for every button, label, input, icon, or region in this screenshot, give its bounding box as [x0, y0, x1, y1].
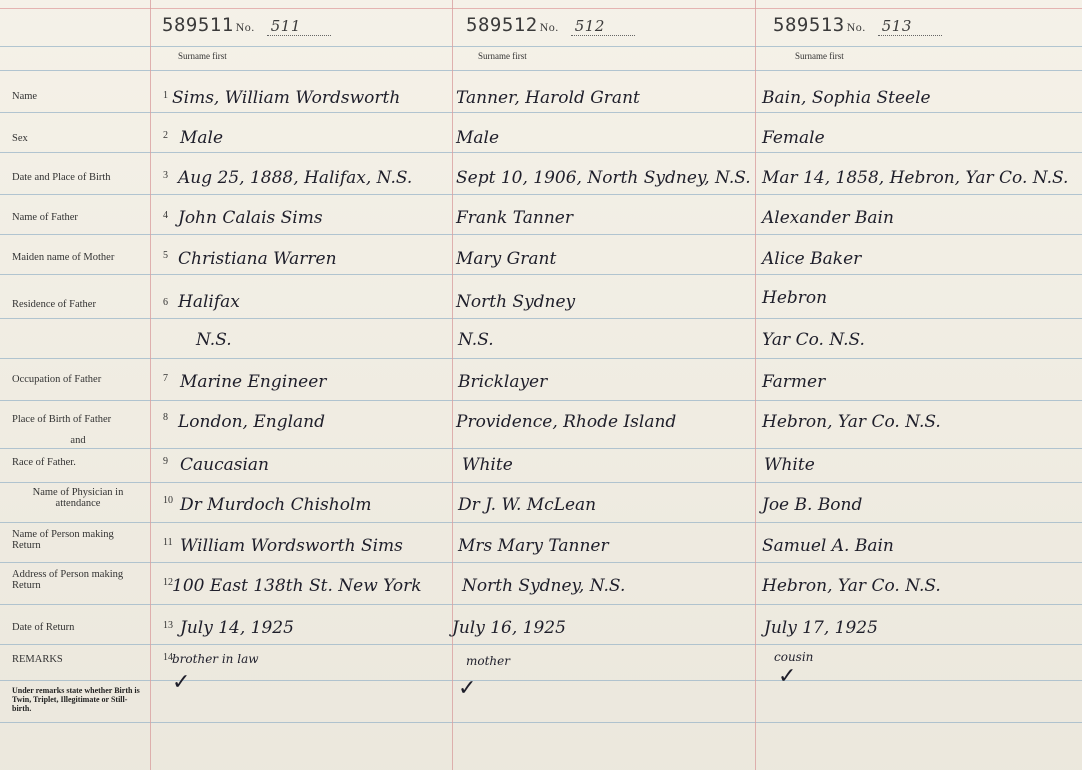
no-label: No. [539, 20, 559, 34]
label-occupation: Occupation of Father [12, 374, 102, 385]
record-1-father-birth: London, England [178, 412, 325, 432]
record-3-date-return: July 17, 1925 [764, 618, 878, 638]
record-3-physician: Joe B. Bond [762, 495, 863, 515]
record-3-birth: Mar 14, 1858, Hebron, Yar Co. N.S. [762, 168, 1069, 188]
record-1-physician: Dr Murdoch Chisholm [180, 495, 372, 515]
record-2-occupation: Bricklayer [458, 372, 548, 392]
check-mark-3: ✓ [778, 664, 797, 689]
row-number: 1 [163, 90, 168, 101]
record-1-person: William Wordsworth Sims [180, 536, 403, 556]
row-number: 13 [163, 620, 173, 631]
record-3-race: White [764, 455, 815, 475]
record-1-occupation: Marine Engineer [180, 372, 327, 392]
label-physician [12, 487, 144, 509]
handwritten-number: 512 [571, 17, 635, 36]
record-2-father: Frank Tanner [456, 208, 573, 228]
stamped-number: 589512 [466, 14, 538, 36]
no-label: No. [846, 20, 866, 34]
row-number: 5 [163, 250, 168, 261]
record-3-remarks: cousin [774, 650, 814, 664]
record-3-name: Bain, Sophia Steele [762, 88, 931, 108]
label-physician-line1: Name of Physician in [32, 487, 124, 498]
record-2-remarks: mother [466, 654, 510, 668]
row-number: 2 [163, 130, 168, 141]
surname-first-label: Surname first [795, 51, 844, 61]
record-2-residence-1: North Sydney [456, 292, 576, 312]
record-2-name: Tanner, Harold Grant [456, 88, 640, 108]
label-mother: Maiden name of Mother [12, 252, 115, 263]
record-3-residence-2: Yar Co. N.S. [762, 330, 865, 350]
record-1-father: John Calais Sims [178, 208, 323, 228]
no-label: No. [235, 20, 255, 34]
label-father: Name of Father [12, 212, 78, 223]
handwritten-number: 513 [878, 17, 942, 36]
record-1-date-return: July 14, 1925 [180, 618, 294, 638]
record-3-occupation: Farmer [762, 372, 826, 392]
record-2-race: White [462, 455, 513, 475]
label-address-line1: Address of Person making [12, 569, 124, 580]
row-number: 12 [163, 577, 173, 588]
record-1-address: 100 East 138th St. New York [172, 576, 422, 596]
label-residence: Residence of Father [12, 299, 96, 310]
stamped-number: 589513 [773, 14, 845, 36]
row-number: 11 [163, 537, 173, 548]
record-1-mother: Christiana Warren [178, 249, 337, 269]
record-2-father-birth: Providence, Rhode Island [456, 412, 677, 432]
label-and: and [70, 435, 86, 446]
row-number: 6 [163, 297, 168, 308]
label-birth: Date and Place of Birth [12, 172, 111, 183]
record-3-father-birth: Hebron, Yar Co. N.S. [762, 412, 941, 432]
record-1-remarks: brother in law [172, 652, 259, 666]
row-number: 3 [163, 170, 168, 181]
row-number: 10 [163, 495, 173, 506]
record-3-person: Samuel A. Bain [762, 536, 894, 556]
record-1-birth: Aug 25, 1888, Halifax, N.S. [178, 168, 413, 188]
label-remarks: REMARKS [12, 654, 63, 665]
label-person-line2: Return [12, 540, 41, 551]
row-number: 8 [163, 412, 168, 423]
remarks-note: Under remarks state whether Birth is Twin, Triplet, Illegitimate or Still-birth. [12, 686, 140, 713]
label-person-line1: Name of Person making [12, 529, 114, 540]
record-2-mother: Mary Grant [456, 249, 557, 269]
record-2-residence-2: N.S. [458, 330, 494, 350]
stamped-number: 589511 [162, 14, 234, 36]
record-1-sex: Male [180, 128, 224, 148]
row-number: 9 [163, 456, 168, 467]
record-2-physician: Dr J. W. McLean [458, 495, 597, 515]
label-race: Race of Father. [12, 457, 76, 468]
check-mark-2: ✓ [458, 676, 477, 701]
record-3-address: Hebron, Yar Co. N.S. [762, 576, 941, 596]
record-3-father: Alexander Bain [762, 208, 894, 228]
record-2-person: Mrs Mary Tanner [458, 536, 609, 556]
record-2-birth: Sept 10, 1906, North Sydney, N.S. [456, 168, 751, 188]
record-1-residence-1: Halifax [178, 292, 240, 312]
record-2-sex: Male [456, 128, 500, 148]
label-person [12, 529, 114, 551]
record-3-residence-1: Hebron [762, 288, 828, 308]
record-1-name: Sims, William Wordsworth [172, 88, 401, 108]
record-2-date-return: July 16, 1925 [452, 618, 566, 638]
label-sex: Sex [12, 133, 28, 144]
check-mark-1: ✓ [172, 670, 191, 695]
label-name: Name [12, 91, 38, 102]
record-3-mother: Alice Baker [762, 249, 862, 269]
row-number: 4 [163, 210, 168, 221]
row-number: 14 [163, 652, 173, 663]
surname-first-label: Surname first [478, 51, 527, 61]
label-address [12, 569, 123, 591]
label-date-return: Date of Return [12, 622, 75, 633]
record-2-address: North Sydney, N.S. [462, 576, 626, 596]
label-address-line2: Return [12, 580, 41, 591]
record-3-sex: Female [762, 128, 825, 148]
row-number: 7 [163, 373, 168, 384]
certificate-number-1 [162, 14, 331, 40]
certificate-number-3 [773, 14, 942, 40]
label-physician-line2: attendance [55, 498, 101, 509]
label-father-birth: Place of Birth of Father [12, 414, 112, 425]
certificate-number-2 [466, 14, 635, 40]
record-1-residence-2: N.S. [196, 330, 232, 350]
surname-first-label: Surname first [178, 51, 227, 61]
handwritten-number: 511 [267, 17, 331, 36]
record-1-race: Caucasian [180, 455, 269, 475]
